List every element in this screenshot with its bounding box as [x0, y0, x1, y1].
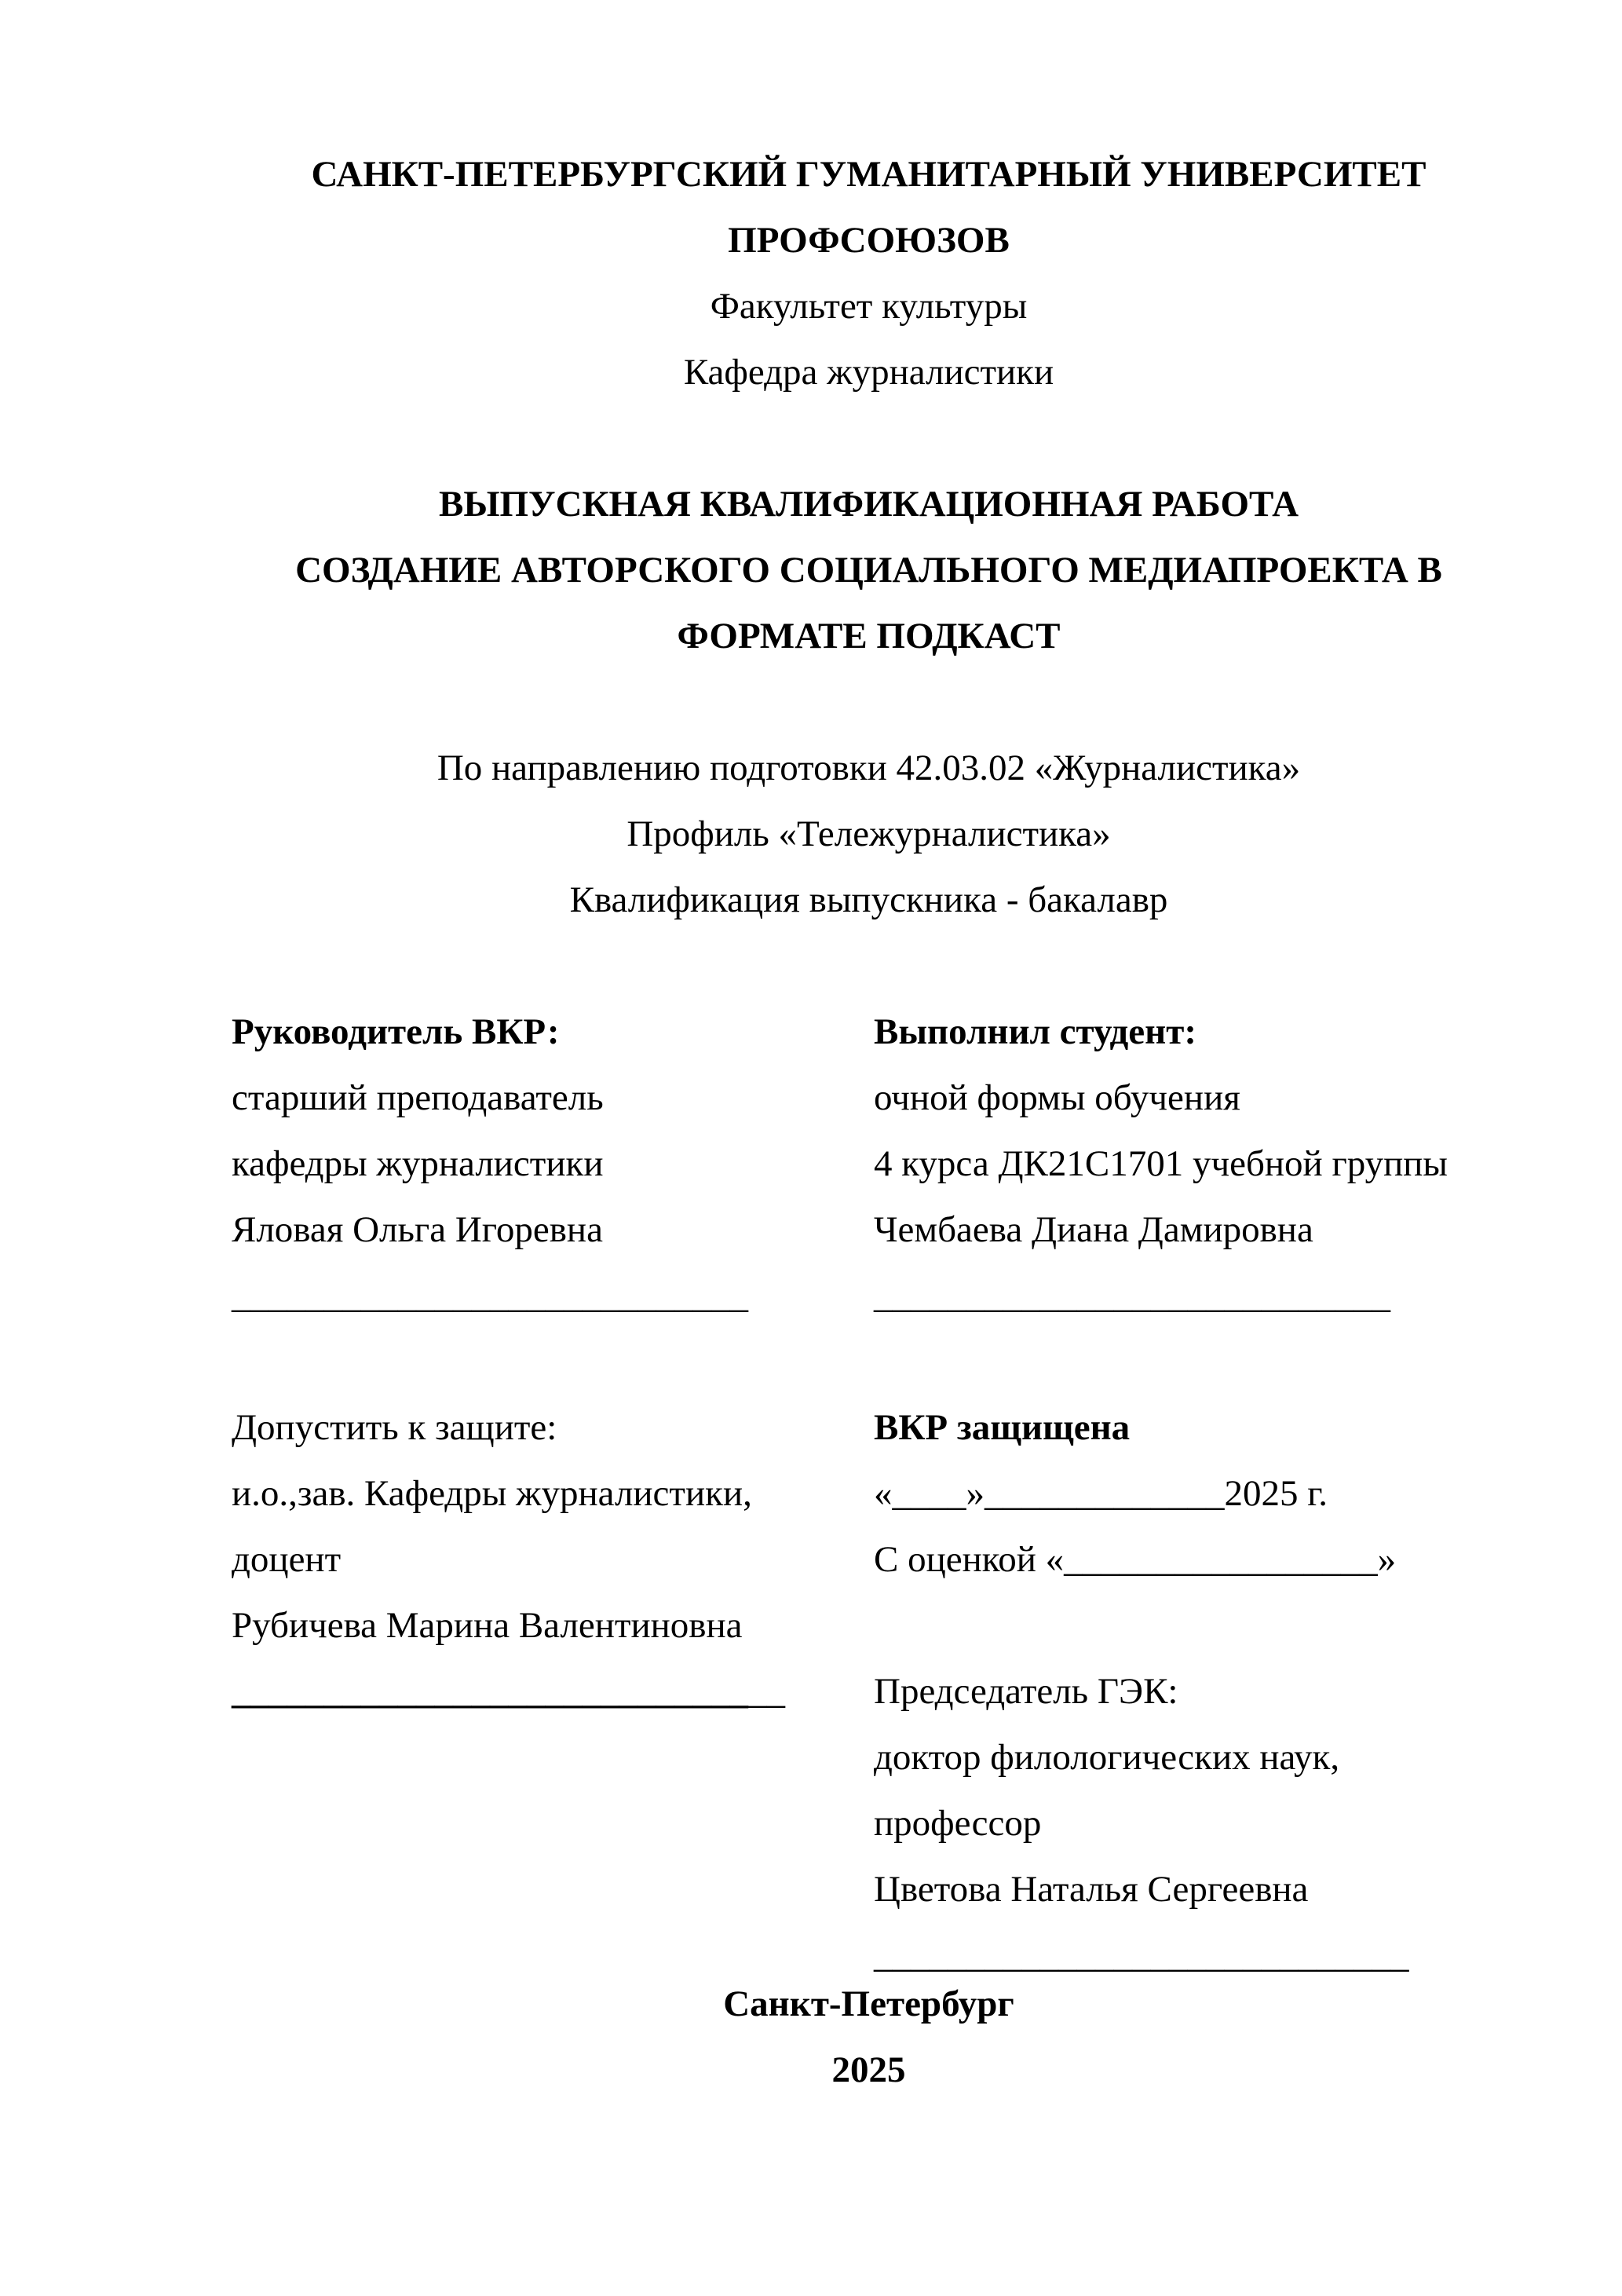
university-header [232, 141, 1506, 405]
university-name-line1: САНКТ-ПЕТЕРБУРГСКИЙ ГУМАНИТАРНЫЙ УНИВЕРСИТЕТ [311, 154, 1427, 195]
chairman-heading: Председатель ГЭК: [874, 1671, 1178, 1712]
program-profile: Профиль «Тележурналистика» [627, 813, 1111, 854]
work-title-line2: ФОРМАТЕ ПОДКАСТ [677, 616, 1061, 656]
footer-city: Санкт-Петербург [723, 1983, 1014, 2024]
spacer [232, 669, 1506, 735]
chairman-signature-line: _____________________________ [874, 1935, 1409, 1976]
admission-position-line1: и.о.,зав. Кафедры журналистики, [232, 1473, 752, 1514]
student-name: Чембаева Диана Дамировна [874, 1209, 1313, 1250]
program-qualification: Квалификация выпускника - бакалавр [569, 879, 1168, 920]
admission-heading: Допустить к защите: [232, 1407, 557, 1448]
defense-heading: ВКР защищена [874, 1407, 1131, 1448]
supervisor-heading: Руководитель ВКР: [232, 1011, 560, 1052]
work-title-block [232, 471, 1506, 669]
work-title-line1: СОЗДАНИЕ АВТОРСКОГО СОЦИАЛЬНОГО МЕДИАПРОЕКТА В [295, 550, 1442, 590]
supervisor-column [232, 999, 874, 1329]
admission-signature-line-main: ____________________________ [232, 1671, 748, 1712]
work-type: ВЫПУСКНАЯ КВАЛИФИКАЦИОННАЯ РАБОТА [438, 484, 1299, 525]
admission-name: Рубичева Марина Валентиновна [232, 1605, 743, 1646]
faculty-name: Факультет культуры [710, 286, 1028, 327]
supervisor-position-line1: старший преподаватель [232, 1077, 604, 1118]
spacer [232, 933, 1506, 999]
spacer [232, 405, 1506, 471]
student-group: 4 курса ДК21С1701 учебной группы [874, 1143, 1448, 1184]
supervisor-position-line2: кафедры журналистики [232, 1143, 604, 1184]
admission-position-line2: доцент [232, 1539, 342, 1580]
university-name-line2: ПРОФСОЮЗОВ [728, 220, 1010, 261]
page-content [232, 141, 1506, 1988]
blank-line [874, 1592, 1506, 1658]
chairman-name: Цветова Наталья Сергеевна [874, 1869, 1309, 1910]
admission-column [232, 1395, 874, 1988]
admission-defense-section [232, 1395, 1506, 1988]
chairman-rank: профессор [874, 1803, 1042, 1844]
student-signature-line: ____________________________ [874, 1275, 1390, 1316]
footer-block [232, 1971, 1506, 2103]
chairman-degree: доктор филологических наук, [874, 1737, 1340, 1778]
supervisor-name: Яловая Ольга Игоревна [232, 1209, 603, 1250]
supervisor-student-section [232, 999, 1506, 1329]
student-heading: Выполнил студент: [874, 1011, 1196, 1052]
program-direction: По направлению подготовки 42.03.02 «Журналистика» [437, 748, 1301, 788]
supervisor-signature-line: ____________________________ [232, 1275, 748, 1316]
defense-date-line: «____»_____________2025 г. [874, 1473, 1328, 1514]
defense-column [874, 1395, 1506, 1988]
student-study-form: очной формы обучения [874, 1077, 1240, 1118]
spacer [232, 1329, 1506, 1395]
program-block [232, 735, 1506, 933]
department-name: Кафедра журналистики [683, 352, 1054, 393]
admission-signature-line-tail: __ [748, 1671, 785, 1712]
student-column [874, 999, 1506, 1329]
admission-signature-line [232, 1658, 874, 1724]
defense-grade-line: С оценкой «_________________» [874, 1539, 1397, 1580]
footer-year: 2025 [831, 2049, 906, 2090]
